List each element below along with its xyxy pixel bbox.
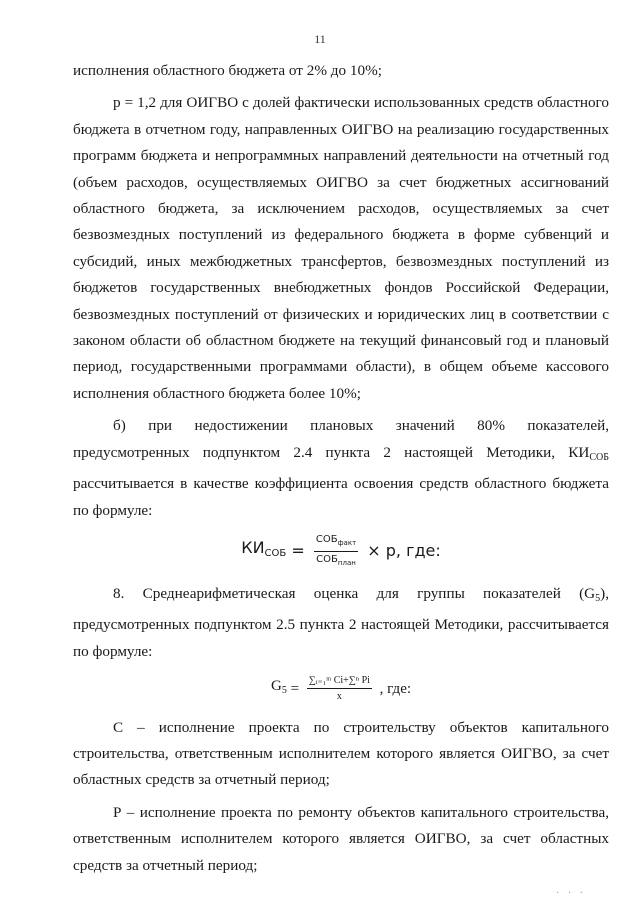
- formula-2-lhs: $G_5$: [270, 678, 287, 697]
- paragraph-4-subscript: 5: [595, 592, 601, 604]
- paragraph-4-text: 8. Среднеарифметическая оценка для группы показателей (G: [113, 584, 596, 602]
- formula-2-denominator: x: [336, 691, 342, 703]
- paragraph-5: С – исполнение проекта по строительству объектов капитального строительства, ответственным исполнителем которого является ОИГВО, за счет областных средств за отчетный период;: [73, 718, 609, 789]
- scan-marks: · · ·: [556, 888, 586, 899]
- paragraph-1: исполнения областного бюджета от 2% до 10%;: [73, 62, 382, 79]
- paragraph-3-subscript: СОБ: [589, 451, 609, 463]
- formula-1-fraction: [314, 532, 358, 571]
- formula-ki-sob: [73, 532, 609, 571]
- paragraph-2: р = 1,2 для ОИГВО с долей фактически использованных средств областного бюджета в отчетном году, направленных ОИГВО на реализацию государственных программ бюджета и непрограммных направлений деятельности на отчетный год (объем расходов, осуществляемых ОИГВО за счет бюджетных ассигнований областного бюджета, за исключением расходов, осуществляемых за счет безвозмездных поступлений из федерального бюджета в форме субвенций и субсидий, иных межбюджетных трансфертов, безвозмездных поступлений из бюджетов государственных внебюджетных фондов Российской Федерации, безвозмездных поступлений от физических и юридических лиц в соответствии с законом области об областном бюджете на текущий финансовый год и плановый период, государственными программами области), в общем объеме кассового исполнения областного бюджета более 10%;: [73, 94, 609, 402]
- paragraph-3: [73, 413, 609, 524]
- paragraph-4: [73, 581, 609, 665]
- formula-1-lhs: $КИ_{СОБ}$: [241, 538, 287, 560]
- paragraph-3-text: б) при недостижении плановых значений 80% показателей, предусмотренных подпунктом 2.4 пункта 2 настоящей Методики, КИ: [73, 417, 609, 461]
- formula-1-numerator: $СОБ_{факт}$: [314, 532, 358, 552]
- paragraph-4-text-end: ), предусмотренных подпунктом 2.5 пункта 2 настоящей Методики, рассчитывается по формуле:: [73, 584, 609, 660]
- formula-2-fraction: [307, 673, 372, 704]
- formula-1-eq: =: [286, 541, 310, 561]
- formula-1-tail: × р, где:: [362, 541, 441, 561]
- document-body: [73, 58, 609, 879]
- formula-2-eq: =: [286, 680, 303, 697]
- page-number: 11: [314, 32, 326, 46]
- formula-2-numerator: ∑ᵢ₌₁ᵐ Ci+∑ⁿ Pi: [307, 673, 372, 689]
- paragraph-3-text-end: рассчитывается в качестве коэффициента освоения средств областного бюджета по формуле:: [73, 475, 609, 519]
- formula-1-denominator: $СОБ_{план}$: [316, 553, 356, 567]
- paragraph-6: Р – исполнение проекта по ремонту объектов капитального строительства, ответственным исполнителем которого является ОИГВО, за счет областных средств за отчетный период;: [73, 803, 609, 874]
- formula-g5: [73, 673, 609, 704]
- formula-2-tail: , где:: [375, 680, 412, 697]
